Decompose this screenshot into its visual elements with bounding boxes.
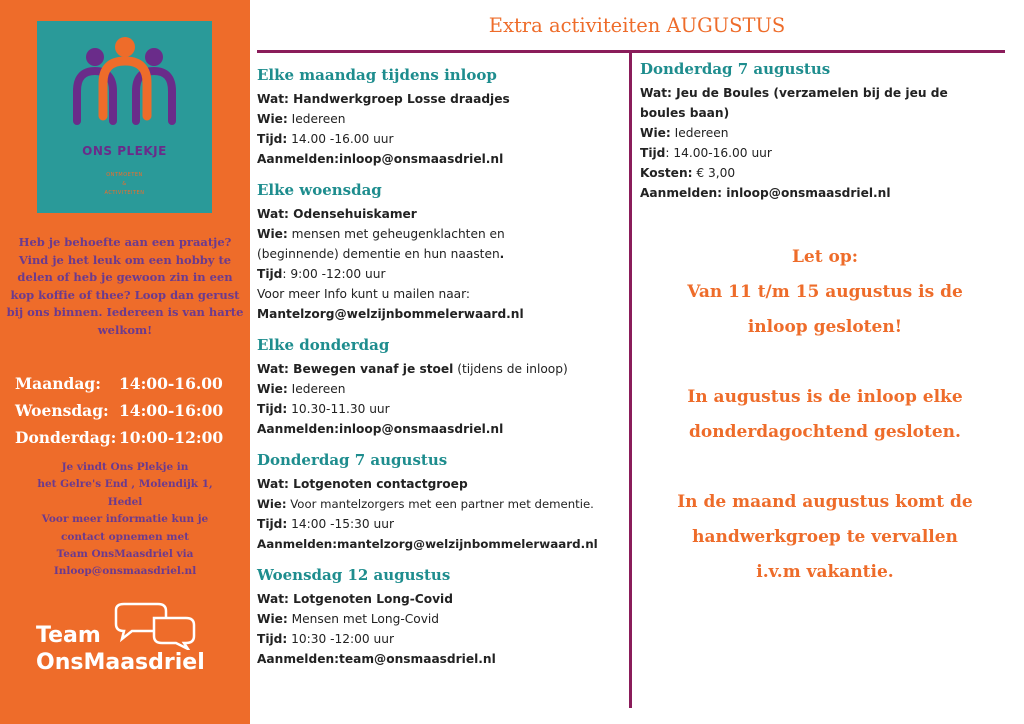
line-label: Aanmelden: inloop@onsmaasdriel.nl bbox=[640, 186, 891, 200]
activity-section bbox=[640, 60, 1018, 203]
line-label: Wat: Lotgenoten contactgroep bbox=[257, 477, 468, 491]
activity-line[interactable] bbox=[257, 649, 627, 669]
line-value: Mensen met Long-Covid bbox=[287, 612, 440, 626]
activities-column-right bbox=[640, 60, 1018, 215]
line-label: Wat: Bewegen vanaf je stoel bbox=[257, 362, 454, 376]
activity-line bbox=[257, 224, 627, 244]
activity-line bbox=[257, 204, 627, 224]
logo-sub-line: ACTIVITEITEN bbox=[104, 190, 145, 196]
hours-row bbox=[15, 370, 245, 397]
line-value: Voor mantelzorgers met een partner met dementie. bbox=[286, 497, 594, 511]
ons-plekje-logo bbox=[37, 21, 212, 213]
line-value: Iedereen bbox=[670, 126, 729, 140]
notice-line: Van 11 t/m 15 augustus is de bbox=[687, 282, 963, 302]
logo-title: ONS PLEKJE bbox=[82, 144, 167, 158]
column-divider bbox=[629, 53, 632, 708]
line-suffix: . bbox=[499, 247, 505, 261]
section-title: Donderdag 7 augustus bbox=[640, 60, 831, 78]
line-label: Aanmelden:mantelzorg@welzijnbommelerwaard.nl bbox=[257, 537, 598, 551]
activity-line bbox=[257, 474, 627, 494]
notice-line: handwerkgroep te vervallen bbox=[692, 527, 958, 547]
line-label: Wie: bbox=[257, 112, 288, 126]
line-label: Aanmelden:inloop@onsmaasdriel.nl bbox=[257, 422, 504, 436]
line-label: Tijd: bbox=[257, 402, 288, 416]
hours-time: 14:00-16:00 bbox=[119, 401, 224, 420]
notice-line: donderdagochtend gesloten. bbox=[689, 422, 961, 442]
sidebar bbox=[0, 0, 250, 724]
notice-line: inloop gesloten! bbox=[747, 317, 903, 337]
activity-line bbox=[640, 143, 1018, 163]
activity-line bbox=[257, 379, 627, 399]
contact-line: Je vindt Ons Plekje in bbox=[61, 461, 189, 473]
activity-line bbox=[257, 359, 627, 379]
notice-spacer bbox=[640, 345, 1010, 380]
line-label: Wie: bbox=[257, 497, 287, 511]
activity-line bbox=[257, 284, 627, 304]
section-title: Donderdag 7 augustus bbox=[257, 451, 448, 469]
activity-line[interactable] bbox=[640, 183, 1018, 203]
contact-email[interactable]: Inloop@onsmaasdriel.nl bbox=[53, 565, 197, 578]
hours-time: 10:00-12:00 bbox=[119, 428, 224, 447]
notice-line: In de maand augustus komt de bbox=[677, 492, 973, 512]
activity-section bbox=[257, 451, 627, 554]
activity-line bbox=[640, 83, 980, 123]
contact-line: het Gelre's End , Molendijk 1, bbox=[37, 478, 213, 491]
contact-line: Hedel bbox=[107, 495, 143, 508]
contact-line: Team OnsMaasdriel via bbox=[56, 548, 194, 561]
opening-hours bbox=[15, 370, 245, 451]
line-label: Aanmelden:inloop@onsmaasdriel.nl bbox=[257, 152, 504, 166]
activity-line bbox=[257, 589, 627, 609]
logo-sub-line: & bbox=[122, 181, 127, 187]
line-value: (tijdens de inloop) bbox=[453, 362, 568, 376]
team-logo-line: Team bbox=[36, 623, 101, 648]
line-label: Wie: bbox=[640, 126, 671, 140]
activity-line bbox=[257, 494, 627, 514]
line-value: mensen met geheugenklachten en bbox=[287, 227, 505, 241]
hours-row bbox=[15, 424, 245, 451]
line-label: Wie: bbox=[257, 612, 288, 626]
line-value: Iedereen bbox=[287, 112, 346, 126]
line-value: 14:00 -15:30 uur bbox=[287, 517, 395, 531]
activity-line bbox=[257, 609, 627, 629]
closure-notice bbox=[640, 240, 1010, 590]
line-label: Tijd: bbox=[257, 517, 288, 531]
line-value: : 14.00-16.00 uur bbox=[665, 146, 772, 160]
line-label: Aanmelden:team@onsmaasdriel.nl bbox=[257, 652, 496, 666]
activity-line bbox=[640, 163, 1018, 183]
activity-line bbox=[257, 129, 627, 149]
section-title: Elke maandag tijdens inloop bbox=[257, 66, 497, 84]
team-onsmaasdriel-logo bbox=[36, 608, 236, 688]
line-value: 10:30 -12:00 uur bbox=[287, 632, 395, 646]
activity-line[interactable] bbox=[257, 149, 627, 169]
intro-text: Heb je behoefte aan een praatje? Vind je het leuk om een hobby te delen of heb je gewoon zin in een kop koffie of thee? Loop dan gerust bij ons binnen. Iedereen is van harte welkom! bbox=[6, 235, 244, 337]
line-label: Wat: Jeu de Boules (verzamelen bij de jeu de boules baan) bbox=[640, 86, 948, 120]
line-value: Iedereen bbox=[287, 382, 346, 396]
activity-line bbox=[257, 399, 627, 419]
line-value: : 9:00 -12:00 uur bbox=[282, 267, 386, 281]
activity-line[interactable] bbox=[257, 534, 627, 554]
activity-section bbox=[257, 566, 627, 669]
line-label: Wat: Lotgenoten Long-Covid bbox=[257, 592, 453, 606]
line-label: Tijd bbox=[640, 146, 666, 160]
line-label: Wie: bbox=[257, 227, 288, 241]
section-title: Elke woensdag bbox=[257, 181, 382, 199]
activity-section bbox=[257, 66, 627, 169]
line-label: Tijd: bbox=[257, 132, 288, 146]
hours-day: Woensdag: bbox=[15, 401, 109, 420]
logo-subtitle bbox=[37, 171, 212, 198]
section-title: Elke donderdag bbox=[257, 336, 390, 354]
activity-line bbox=[257, 89, 627, 109]
activity-line bbox=[257, 244, 627, 264]
activity-section bbox=[257, 336, 627, 439]
hours-day: Maandag: bbox=[15, 374, 101, 393]
line-label: Mantelzorg@welzijnbommelerwaard.nl bbox=[257, 307, 524, 321]
activity-section bbox=[257, 181, 627, 324]
activity-line bbox=[640, 123, 1018, 143]
line-label: Kosten: bbox=[640, 166, 693, 180]
notice-line: In augustus is de inloop elke bbox=[687, 387, 963, 407]
line-value: 14.00 -16.00 uur bbox=[287, 132, 394, 146]
notice-spacer bbox=[640, 450, 1010, 485]
line-value: (beginnende) dementie en hun naasten bbox=[257, 247, 500, 261]
notice-line: i.v.m vakantie. bbox=[756, 562, 894, 582]
line-value: Voor meer Info kunt u mailen naar: bbox=[257, 287, 471, 301]
section-title: Woensdag 12 augustus bbox=[257, 566, 451, 584]
hours-time: 14:00-16.00 bbox=[119, 374, 223, 393]
people-icon bbox=[37, 21, 212, 141]
activities-column-left bbox=[257, 66, 627, 681]
team-logo-text bbox=[36, 622, 205, 676]
page-title: Extra activiteiten AUGUSTUS bbox=[488, 14, 786, 37]
hours-row bbox=[15, 397, 245, 424]
line-label: Wie: bbox=[257, 382, 288, 396]
logo-sub-line: ONTMOETEN bbox=[106, 172, 143, 178]
activity-line bbox=[257, 109, 627, 129]
line-value: € 3,00 bbox=[692, 166, 736, 180]
notice-line: Let op: bbox=[791, 247, 859, 267]
contact-line: contact opnemen met bbox=[61, 530, 189, 543]
line-label: Tijd bbox=[257, 267, 283, 281]
line-label: Wat: Handwerkgroep Losse draadjes bbox=[257, 92, 510, 106]
line-value: 10.30-11.30 uur bbox=[287, 402, 390, 416]
activity-line bbox=[257, 629, 627, 649]
contact-info bbox=[8, 459, 242, 581]
activity-line[interactable] bbox=[257, 304, 627, 324]
activity-line bbox=[257, 514, 627, 534]
hours-day: Donderdag: bbox=[15, 428, 117, 447]
activity-line bbox=[257, 264, 627, 284]
line-label: Tijd: bbox=[257, 632, 288, 646]
activity-line[interactable] bbox=[257, 419, 627, 439]
team-logo-line: OnsMaasdriel bbox=[36, 650, 205, 675]
line-label: Wat: Odensehuiskamer bbox=[257, 207, 417, 221]
contact-line: Voor meer informatie kun je bbox=[41, 513, 209, 526]
